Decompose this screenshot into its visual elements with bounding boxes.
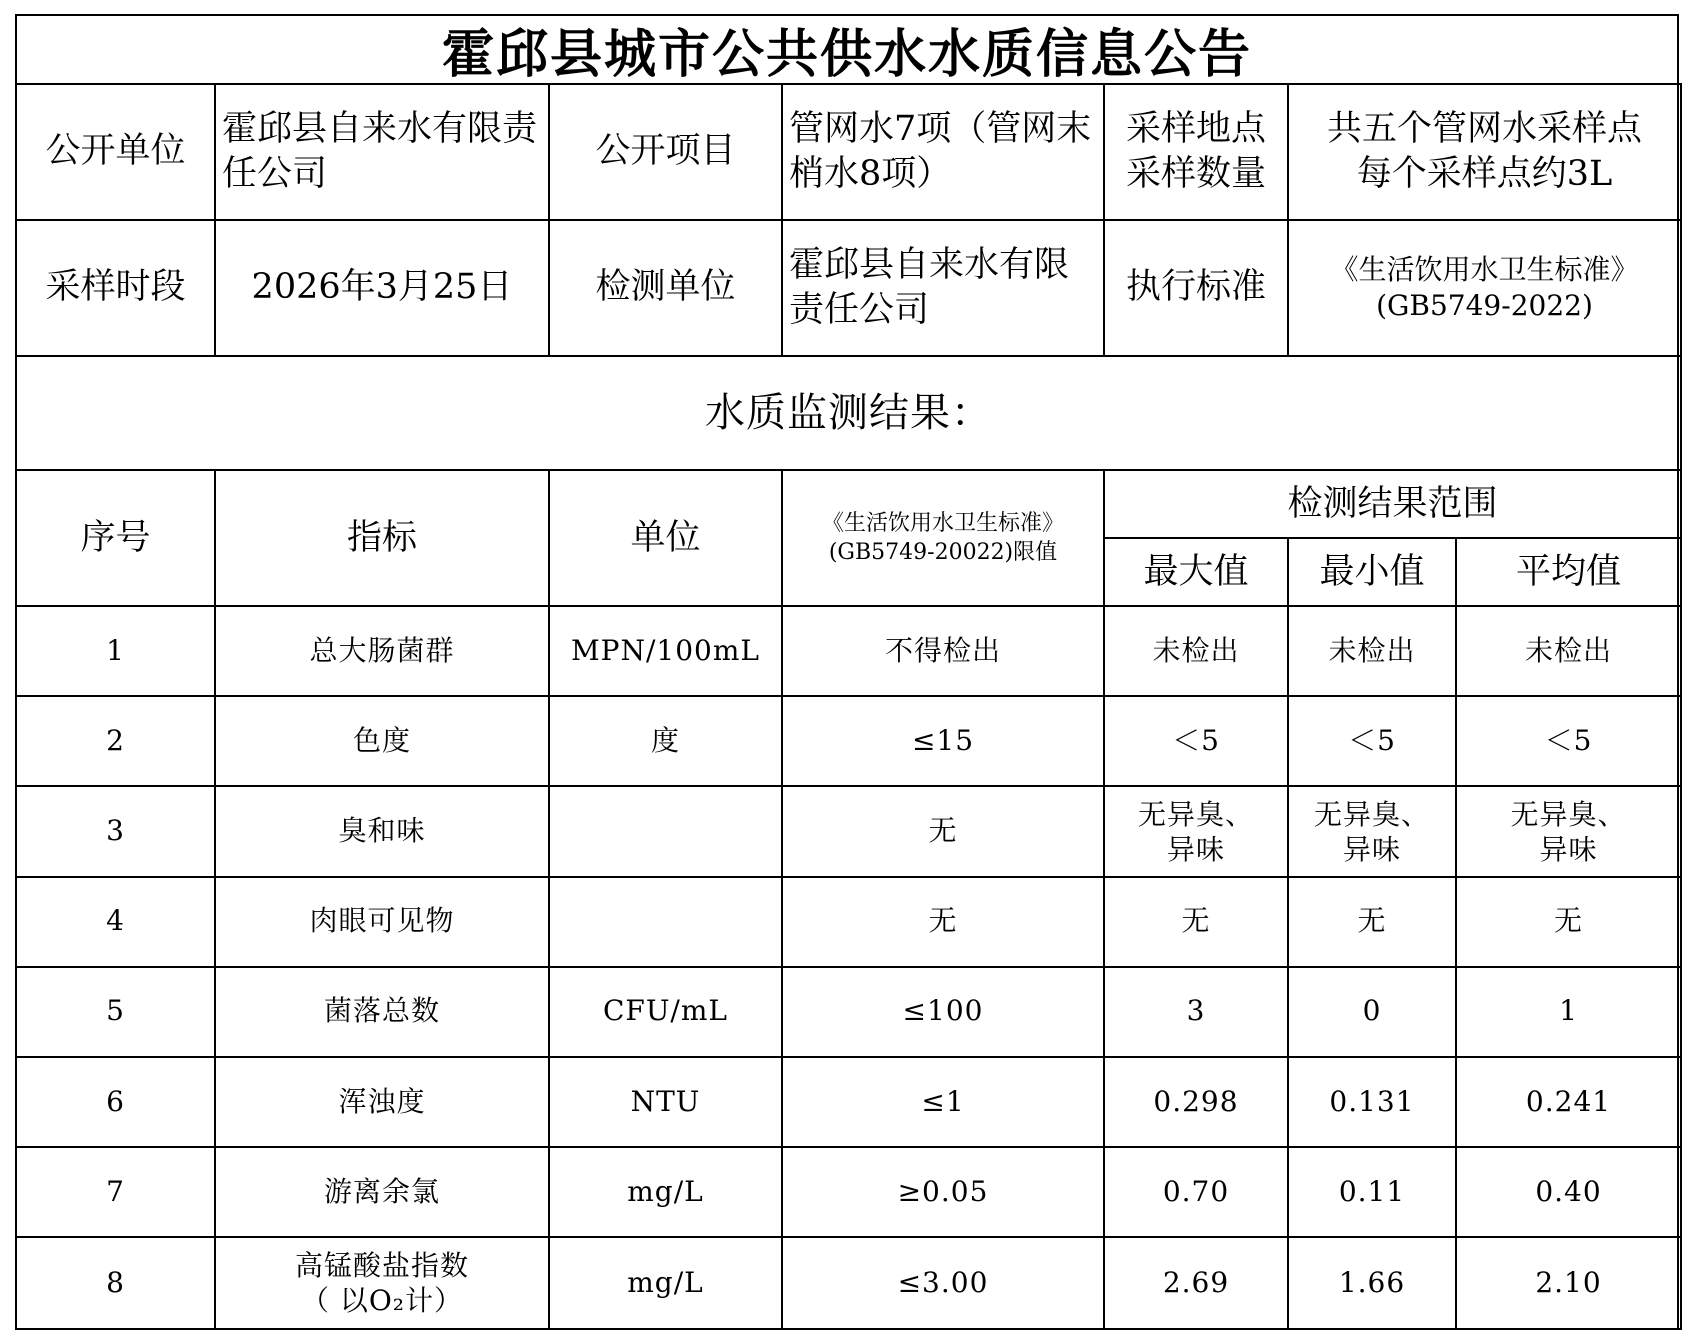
row-limit: ≥0.05 bbox=[782, 1147, 1104, 1237]
row-avg: 2.10 bbox=[1456, 1237, 1681, 1329]
table-row bbox=[16, 1057, 1681, 1147]
section-row bbox=[16, 356, 1681, 470]
header-indicator: 指标 bbox=[215, 470, 549, 606]
header-limit-line1: 《生活饮用水卫生标准》 bbox=[821, 510, 1064, 536]
row-limit: 无 bbox=[782, 877, 1104, 967]
row-min: 0.131 bbox=[1288, 1057, 1456, 1147]
row-indicator: 臭和味 bbox=[215, 786, 549, 876]
row-limit: ≤3.00 bbox=[782, 1237, 1104, 1329]
notice-title: 霍邱县城市公共供水水质信息公告 bbox=[441, 23, 1252, 85]
sampling-site-value-line2: 每个采样点约3L bbox=[1356, 154, 1613, 195]
row-seq: 4 bbox=[16, 877, 215, 967]
header-row-top bbox=[16, 470, 1681, 538]
sampling-site-label-line1: 采样地点 bbox=[1125, 108, 1266, 149]
section-title: 水质监测结果： bbox=[16, 356, 1681, 470]
standard-label: 执行标准 bbox=[1104, 220, 1288, 356]
row-min: 无 bbox=[1288, 877, 1456, 967]
row-max: 0.70 bbox=[1104, 1147, 1288, 1237]
table-row bbox=[16, 786, 1681, 876]
row-min: 0 bbox=[1288, 967, 1456, 1057]
table-row bbox=[16, 1237, 1681, 1329]
row-limit: ≤100 bbox=[782, 967, 1104, 1057]
row-max: 2.69 bbox=[1104, 1237, 1288, 1329]
row-seq: 5 bbox=[16, 967, 215, 1057]
row-avg: 未检出 bbox=[1456, 606, 1681, 696]
row-indicator: 色度 bbox=[215, 696, 549, 786]
public-items-label: 公开项目 bbox=[549, 84, 782, 220]
row-max bbox=[1104, 786, 1288, 876]
table-row bbox=[16, 967, 1681, 1057]
table-row bbox=[16, 877, 1681, 967]
row-max: 未检出 bbox=[1104, 606, 1288, 696]
row-indicator-line2: （ 以O₂计） bbox=[300, 1283, 464, 1317]
row-seq: 3 bbox=[16, 786, 215, 876]
header-seq: 序号 bbox=[16, 470, 215, 606]
row-seq: 2 bbox=[16, 696, 215, 786]
table-row bbox=[16, 606, 1681, 696]
sampling-site-label-line2: 采样数量 bbox=[1125, 154, 1266, 195]
row-limit: 无 bbox=[782, 786, 1104, 876]
info-row-publisher bbox=[16, 84, 1681, 220]
header-range: 检测结果范围 bbox=[1104, 470, 1681, 538]
row-seq: 7 bbox=[16, 1147, 215, 1237]
testing-unit-label: 检测单位 bbox=[549, 220, 782, 356]
row-min: 0.11 bbox=[1288, 1147, 1456, 1237]
row-avg: ＜5 bbox=[1456, 696, 1681, 786]
row-min: 未检出 bbox=[1288, 606, 1456, 696]
row-max: ＜5 bbox=[1104, 696, 1288, 786]
row-max-line1: 无异臭、 bbox=[1137, 797, 1254, 831]
standard-value-line1: 《生活饮用水卫生标准》 bbox=[1330, 252, 1639, 286]
sampling-site-value-line1: 共五个管网水采样点 bbox=[1327, 108, 1643, 149]
row-seq: 6 bbox=[16, 1057, 215, 1147]
header-unit: 单位 bbox=[549, 470, 782, 606]
notice-table bbox=[15, 83, 1682, 1330]
row-limit: 不得检出 bbox=[782, 606, 1104, 696]
row-limit: ≤15 bbox=[782, 696, 1104, 786]
row-seq: 1 bbox=[16, 606, 215, 696]
header-limit-line2: (GB5749-20022)限值 bbox=[828, 540, 1058, 566]
row-min-line1: 无异臭、 bbox=[1313, 797, 1430, 831]
header-max: 最大值 bbox=[1104, 538, 1288, 606]
row-avg: 0.241 bbox=[1456, 1057, 1681, 1147]
row-indicator: 游离余氯 bbox=[215, 1147, 549, 1237]
sampling-period-label: 采样时段 bbox=[16, 220, 215, 356]
standard-value bbox=[1288, 220, 1681, 356]
row-indicator-line1: 高锰酸盐指数 bbox=[294, 1248, 469, 1282]
row-avg: 1 bbox=[1456, 967, 1681, 1057]
row-unit: CFU/mL bbox=[549, 967, 782, 1057]
standard-value-line2: (GB5749-2022) bbox=[1376, 289, 1593, 323]
row-max: 0.298 bbox=[1104, 1057, 1288, 1147]
header-min: 最小值 bbox=[1288, 538, 1456, 606]
publisher-label: 公开单位 bbox=[16, 84, 215, 220]
table-row bbox=[16, 1147, 1681, 1237]
table-row bbox=[16, 696, 1681, 786]
header-avg: 平均值 bbox=[1456, 538, 1681, 606]
row-unit: 度 bbox=[549, 696, 782, 786]
row-indicator: 总大肠菌群 bbox=[215, 606, 549, 696]
row-unit: mg/L bbox=[549, 1147, 782, 1237]
row-unit: MPN/100mL bbox=[549, 606, 782, 696]
row-indicator: 浑浊度 bbox=[215, 1057, 549, 1147]
row-max: 无 bbox=[1104, 877, 1288, 967]
row-limit: ≤1 bbox=[782, 1057, 1104, 1147]
row-unit bbox=[549, 786, 782, 876]
row-max-line2: 异味 bbox=[1166, 832, 1225, 866]
row-indicator: 菌落总数 bbox=[215, 967, 549, 1057]
row-avg-line1: 无异臭、 bbox=[1510, 797, 1627, 831]
row-min-line2: 异味 bbox=[1342, 832, 1401, 866]
row-min: ＜5 bbox=[1288, 696, 1456, 786]
row-min bbox=[1288, 786, 1456, 876]
header-limit bbox=[782, 470, 1104, 606]
row-indicator bbox=[215, 1237, 549, 1329]
row-indicator: 肉眼可见物 bbox=[215, 877, 549, 967]
row-unit: mg/L bbox=[549, 1237, 782, 1329]
sampling-period-value: 2026年3月25日 bbox=[215, 220, 549, 356]
row-avg: 无 bbox=[1456, 877, 1681, 967]
info-row-sampling bbox=[16, 220, 1681, 356]
row-unit: NTU bbox=[549, 1057, 782, 1147]
row-avg bbox=[1456, 786, 1681, 876]
publisher-value: 霍邱县自来水有限责任公司 bbox=[215, 84, 549, 220]
public-items-value: 管网水7项（管网末梢水8项） bbox=[782, 84, 1104, 220]
testing-unit-value: 霍邱县自来水有限责任公司 bbox=[782, 220, 1104, 356]
row-avg-line2: 异味 bbox=[1539, 832, 1598, 866]
row-min: 1.66 bbox=[1288, 1237, 1456, 1329]
row-unit bbox=[549, 877, 782, 967]
row-avg: 0.40 bbox=[1456, 1147, 1681, 1237]
row-max: 3 bbox=[1104, 967, 1288, 1057]
sampling-site-value bbox=[1288, 84, 1681, 220]
sampling-site-label bbox=[1104, 84, 1288, 220]
row-seq: 8 bbox=[16, 1237, 215, 1329]
